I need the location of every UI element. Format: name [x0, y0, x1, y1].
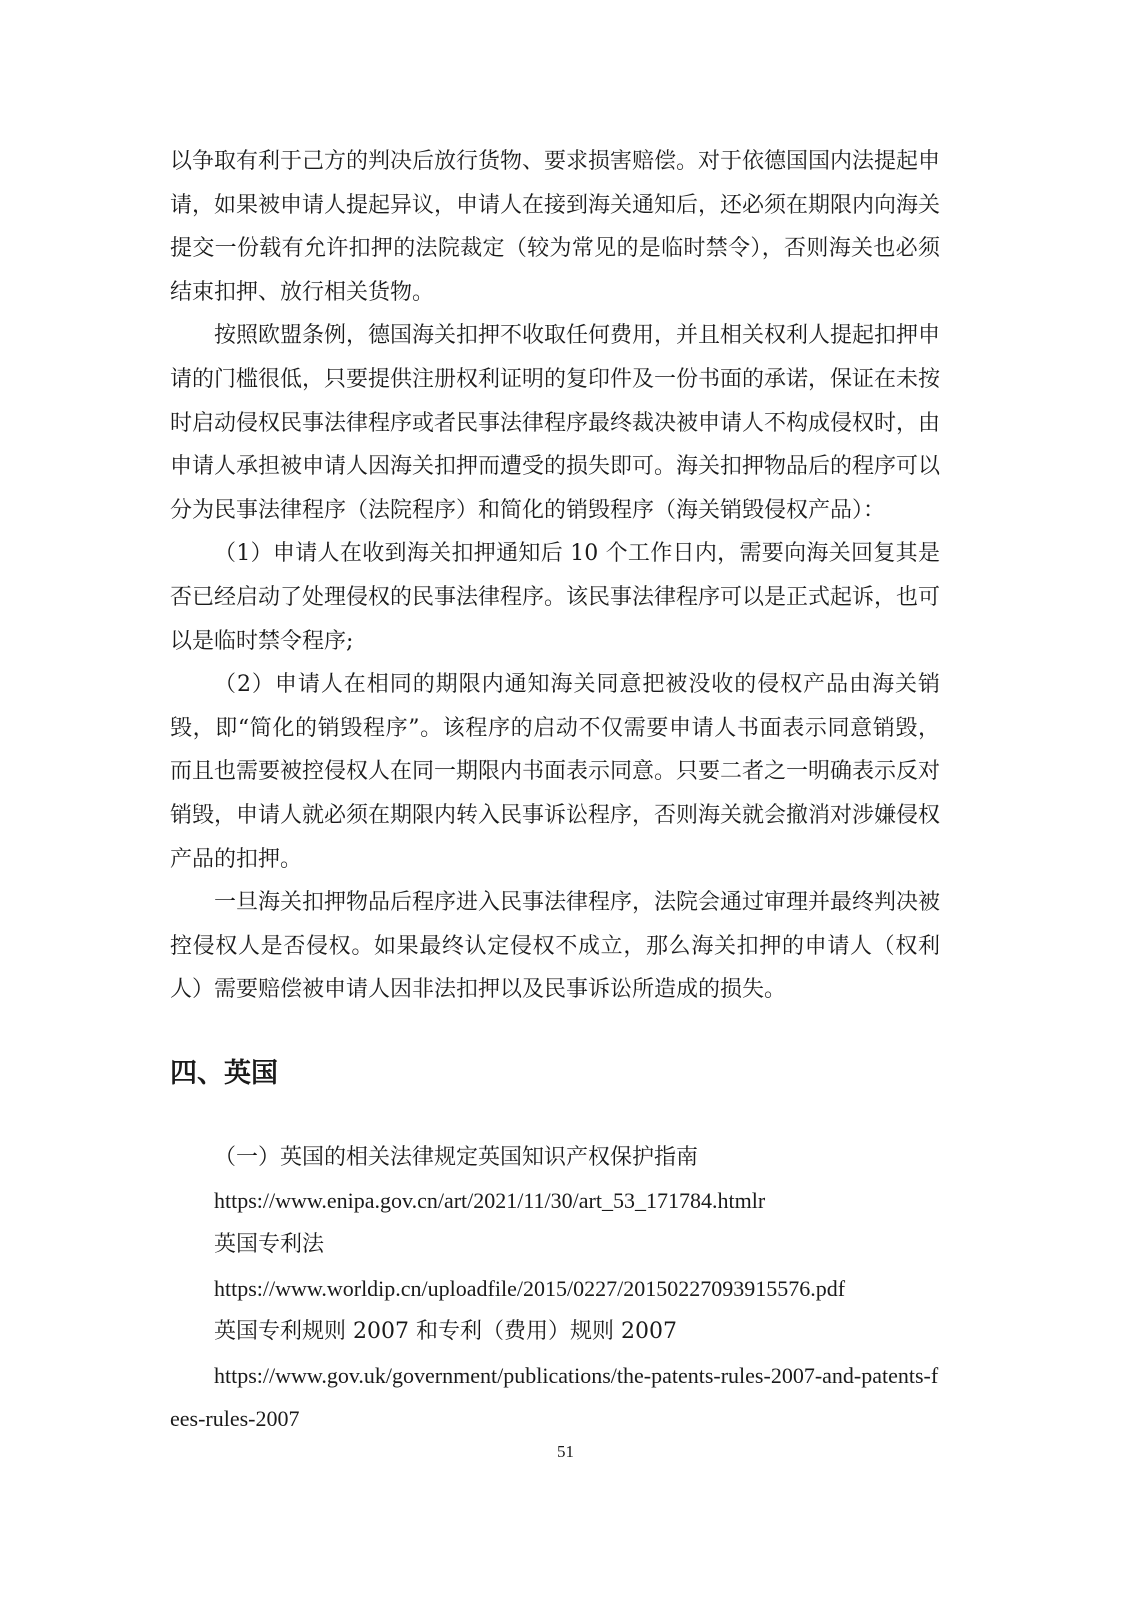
document-page — [170, 140, 940, 1441]
reference-link-uk-patent-law[interactable]: https://www.worldip.cn/uploadfile/2015/0227/20150227093915576.pdf — [214, 1275, 846, 1301]
reference-link-uk-patent-rules[interactable]: https://www.gov.uk/government/publications/the-patents-rules-2007-and-patents-fees-rules-2007 — [170, 1362, 939, 1432]
page-number: 51 — [557, 1442, 574, 1461]
paragraph-item-2: （2）申请人在相同的期限内通知海关同意把被没收的侵权产品由海关销毁，即“简化的销毁程序”。该程序的启动不仅需要申请人书面表示同意销毁，而且也需要被控侵权人在同一期限内书面表示同意。只要二者之一明确表示反对销毁，申请人就必须在期限内转入民事诉讼程序，否则海关就会撤消对涉嫌侵权产品的扣押。 — [170, 672, 941, 872]
reference-label-uk-patent-rules: 英国专利规则 2007 和专利（费用）规则 2007 — [214, 1319, 677, 1345]
reference-link-uk-ip-guide[interactable]: https://www.enipa.gov.cn/art/2021/11/30/art_53_171784.htmlr — [214, 1188, 766, 1214]
paragraph-civil-procedure: 一旦海关扣押物品后程序进入民事法律程序，法院会通过审理并最终判决被控侵权人是否侵权。如果最终认定侵权不成立，那么海关扣押的申请人（权利人）需要赔偿被申请人因非法扣押以及民事诉讼所造成的损失。 — [170, 890, 941, 1003]
reference-label-uk-ip-guide: （一）英国的相关法律规定英国知识产权保护指南 — [214, 1144, 699, 1170]
paragraph-eu-regulation: 按照欧盟条例，德国海关扣押不收取任何费用，并且相关权利人提起扣押申请的门槛很低，只要提供注册权利证明的复印件及一份书面的承诺，保证在未按时启动侵权民事法律程序或者民事法律程序最终裁决被申请人不构成侵权时，由申请人承担被申请人因海关扣押而遭受的损失即可。海关扣押物品后的程序可以分为民事法律程序（法院程序）和简化的销毁程序（海关销毁侵权产品）： — [170, 323, 941, 523]
paragraph-item-1: （1）申请人在收到海关扣押通知后 10 个工作日内，需要向海关回复其是否已经启动了处理侵权的民事法律程序。该民事法律程序可以是正式起诉，也可以是临时禁令程序; — [170, 541, 941, 654]
reference-list — [170, 1136, 940, 1441]
paragraph-continuation: 以争取有利于己方的判决后放行货物、要求损害赔偿。对于依德国国内法提起申请，如果被申请人提起异议，申请人在接到海关通知后，还必须在期限内向海关提交一份载有允许扣押的法院裁定（较为常见的是临时禁令），否则海关也必须结束扣押、放行相关货物。 — [170, 149, 941, 305]
reference-label-uk-patent-law: 英国专利法 — [214, 1232, 325, 1258]
section-heading-uk: 四、英国 — [170, 1057, 278, 1089]
